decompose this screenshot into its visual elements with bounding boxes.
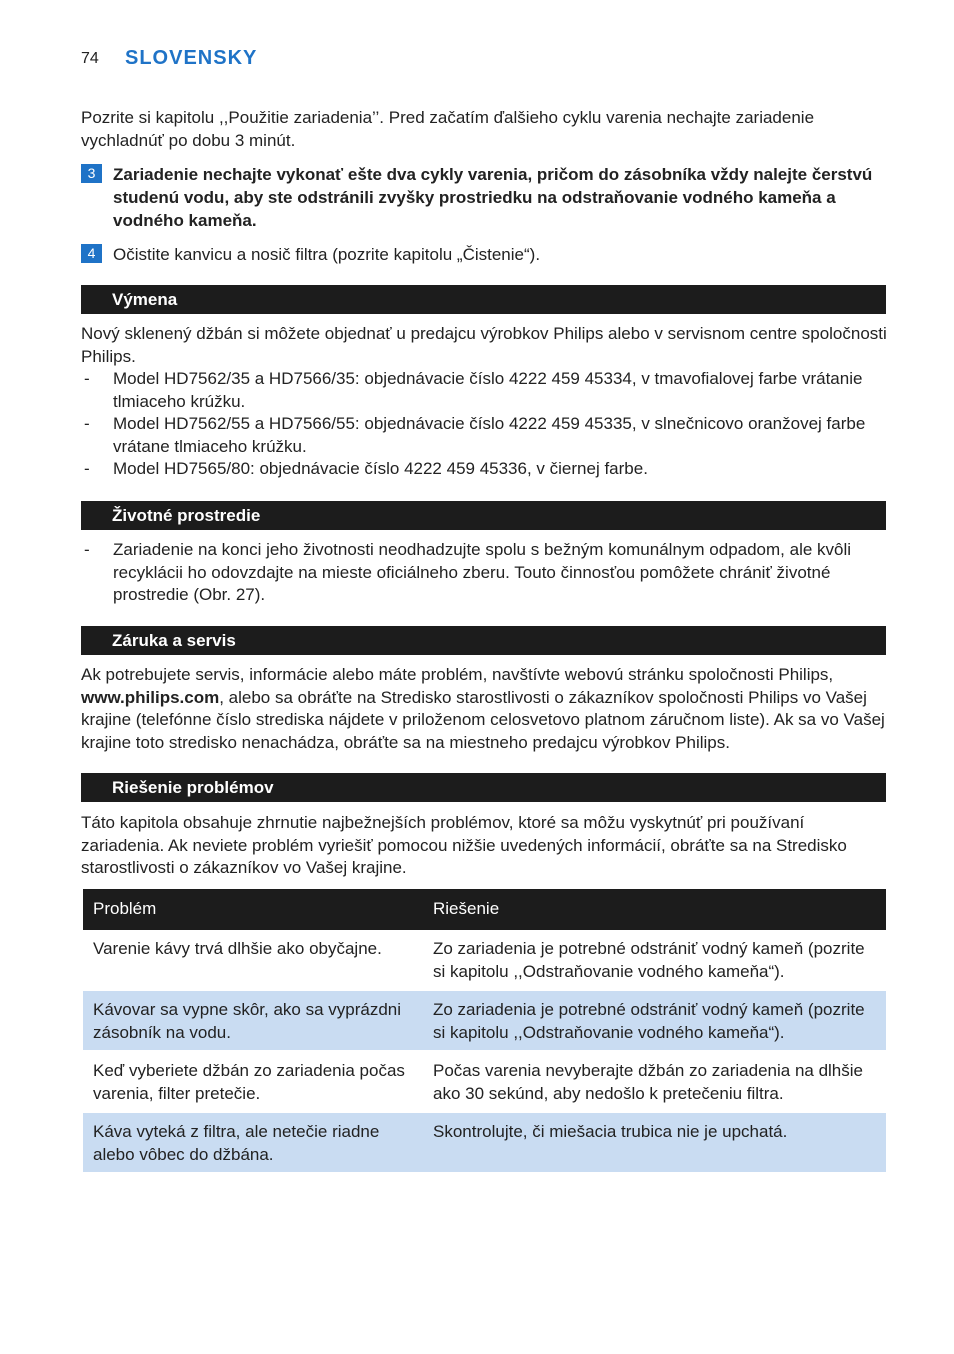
table-header-row (83, 889, 886, 930)
table-row (83, 930, 886, 990)
troubleshooting-table (83, 889, 886, 1174)
step-4 (81, 243, 887, 266)
table-row (83, 1051, 886, 1112)
zaruka-text-end: , alebo sa obráťte na Stredisko starostlivosti o zákazníkov spoločnosti Philips vo Vašej krajine (telefónne číslo strediska nájdete v priloženom celosvetovo platnom záručnom liste). Ak sa vo Vašej krajine toto stredisko nenachádza, obráťte sa na miestneho predajcu výrobkov Philips. (81, 687, 885, 752)
section-title: Riešenie problémov (112, 778, 274, 797)
problem-cell: Keď vyberiete džbán zo zariadenia počas varenia, filter pretečie. (83, 1051, 423, 1112)
step-number: 4 (81, 244, 102, 263)
section-title: Výmena (112, 290, 178, 309)
vymena-list (81, 368, 887, 481)
vymena-paragraph: Nový sklenený džbán si môžete objednať u predajcu výrobkov Philips alebo v servisnom centre spoločnosti Philips. (81, 324, 887, 366)
step-number: 3 (81, 164, 102, 183)
prostredie-list (81, 539, 887, 607)
list-item: - Model HD7562/55 a HD7566/55: objednávacie číslo 4222 459 45335, v slnečnicovo oranžovej farbe vrátane tlmiaceho krúžku. (81, 413, 887, 458)
section-header-vymena (81, 285, 886, 314)
section-header-zaruka (81, 626, 886, 655)
language-title: SLOVENSKY (125, 47, 258, 69)
step-3 (81, 163, 887, 232)
solution-cell: Zo zariadenia je potrebné odstrániť vodný kameň (pozrite si kapitolu ,,Odstraňovanie vodného kameňa“). (423, 930, 886, 990)
riesenie-paragraph: Táto kapitola obsahuje zhrnutie najbežnejších problémov, ktoré sa môžu vyskytnúť pri používaní zariadenia. Ak neviete problém vyriešiť pomocou nižšie uvedených informácií, obráťte sa na Stredisko starostlivosti o zákazníkov vo Vašej krajine. (81, 813, 847, 877)
list-item: - Model HD7562/35 a HD7566/35: objednávacie číslo 4222 459 45334, v tmavofialovej farbe vrátanie tlmiaceho krúžku. (81, 368, 887, 413)
intro-paragraph: Pozrite si kapitolu ,,Použitie zariadenia’’. Pred začatím ďalšieho cyklu varenia nechajte zariadenie vychladnúť po dobu 3 minút. (81, 108, 815, 150)
column-header-solution: Riešenie (423, 889, 886, 930)
section-header-riesenie (81, 773, 886, 802)
page-number: 74 (81, 50, 99, 67)
zaruka-text-start: Ak potrebujete servis, informácie alebo máte problém, navštívte webovú stránku spoločnosti Philips, (81, 665, 834, 684)
zaruka-paragraph (81, 664, 887, 754)
table-row (83, 990, 886, 1051)
philips-link[interactable]: www.philips.com (81, 687, 220, 707)
problem-cell: Káva vyteká z filtra, ale netečie riadne alebo vôbec do džbána. (83, 1112, 423, 1173)
solution-cell: Počas varenia nevyberajte džbán zo zariadenia na dlhšie ako 30 sekúnd, aby nedošlo k pretečeniu filtra. (423, 1051, 886, 1112)
step-text: Zariadenie nechajte vykonať ešte dva cykly varenia, pričom do zásobníka vždy nalejte čerstvú studenú vodu, aby ste odstránili zvyšky prostriedku na odstraňovanie vodného kameňa a vodného kameňa. (113, 165, 873, 230)
list-item: - Model HD7565/80: objednávacie číslo 4222 459 45336, v čiernej farbe. (81, 458, 887, 481)
list-item: - Zariadenie na konci jeho životnosti neodhadzujte spolu s bežným komunálnym odpadom, ale kvôli recyklácii ho odovzdajte na mieste oficiálneho zberu. Touto činnosťou pomôžete chrániť životné prostredie (Obr. 27). (81, 539, 887, 607)
section-header-prostredie (81, 501, 886, 530)
problem-cell: Varenie kávy trvá dlhšie ako obyčajne. (83, 930, 423, 990)
column-header-problem: Problém (83, 889, 423, 930)
step-text: Očistite kanvicu a nosič filtra (pozrite kapitolu „Čistenie“). (113, 245, 541, 264)
solution-cell: Skontrolujte, či miešacia trubica nie je upchatá. (423, 1112, 886, 1173)
problem-cell: Kávovar sa vypne skôr, ako sa vyprázdni zásobník na vodu. (83, 990, 423, 1051)
table-row (83, 1112, 886, 1173)
section-title: Záruka a servis (112, 631, 236, 650)
solution-cell: Zo zariadenia je potrebné odstrániť vodný kameň (pozrite si kapitolu ,,Odstraňovanie vodného kameňa“). (423, 990, 886, 1051)
section-title: Životné prostredie (112, 506, 261, 525)
